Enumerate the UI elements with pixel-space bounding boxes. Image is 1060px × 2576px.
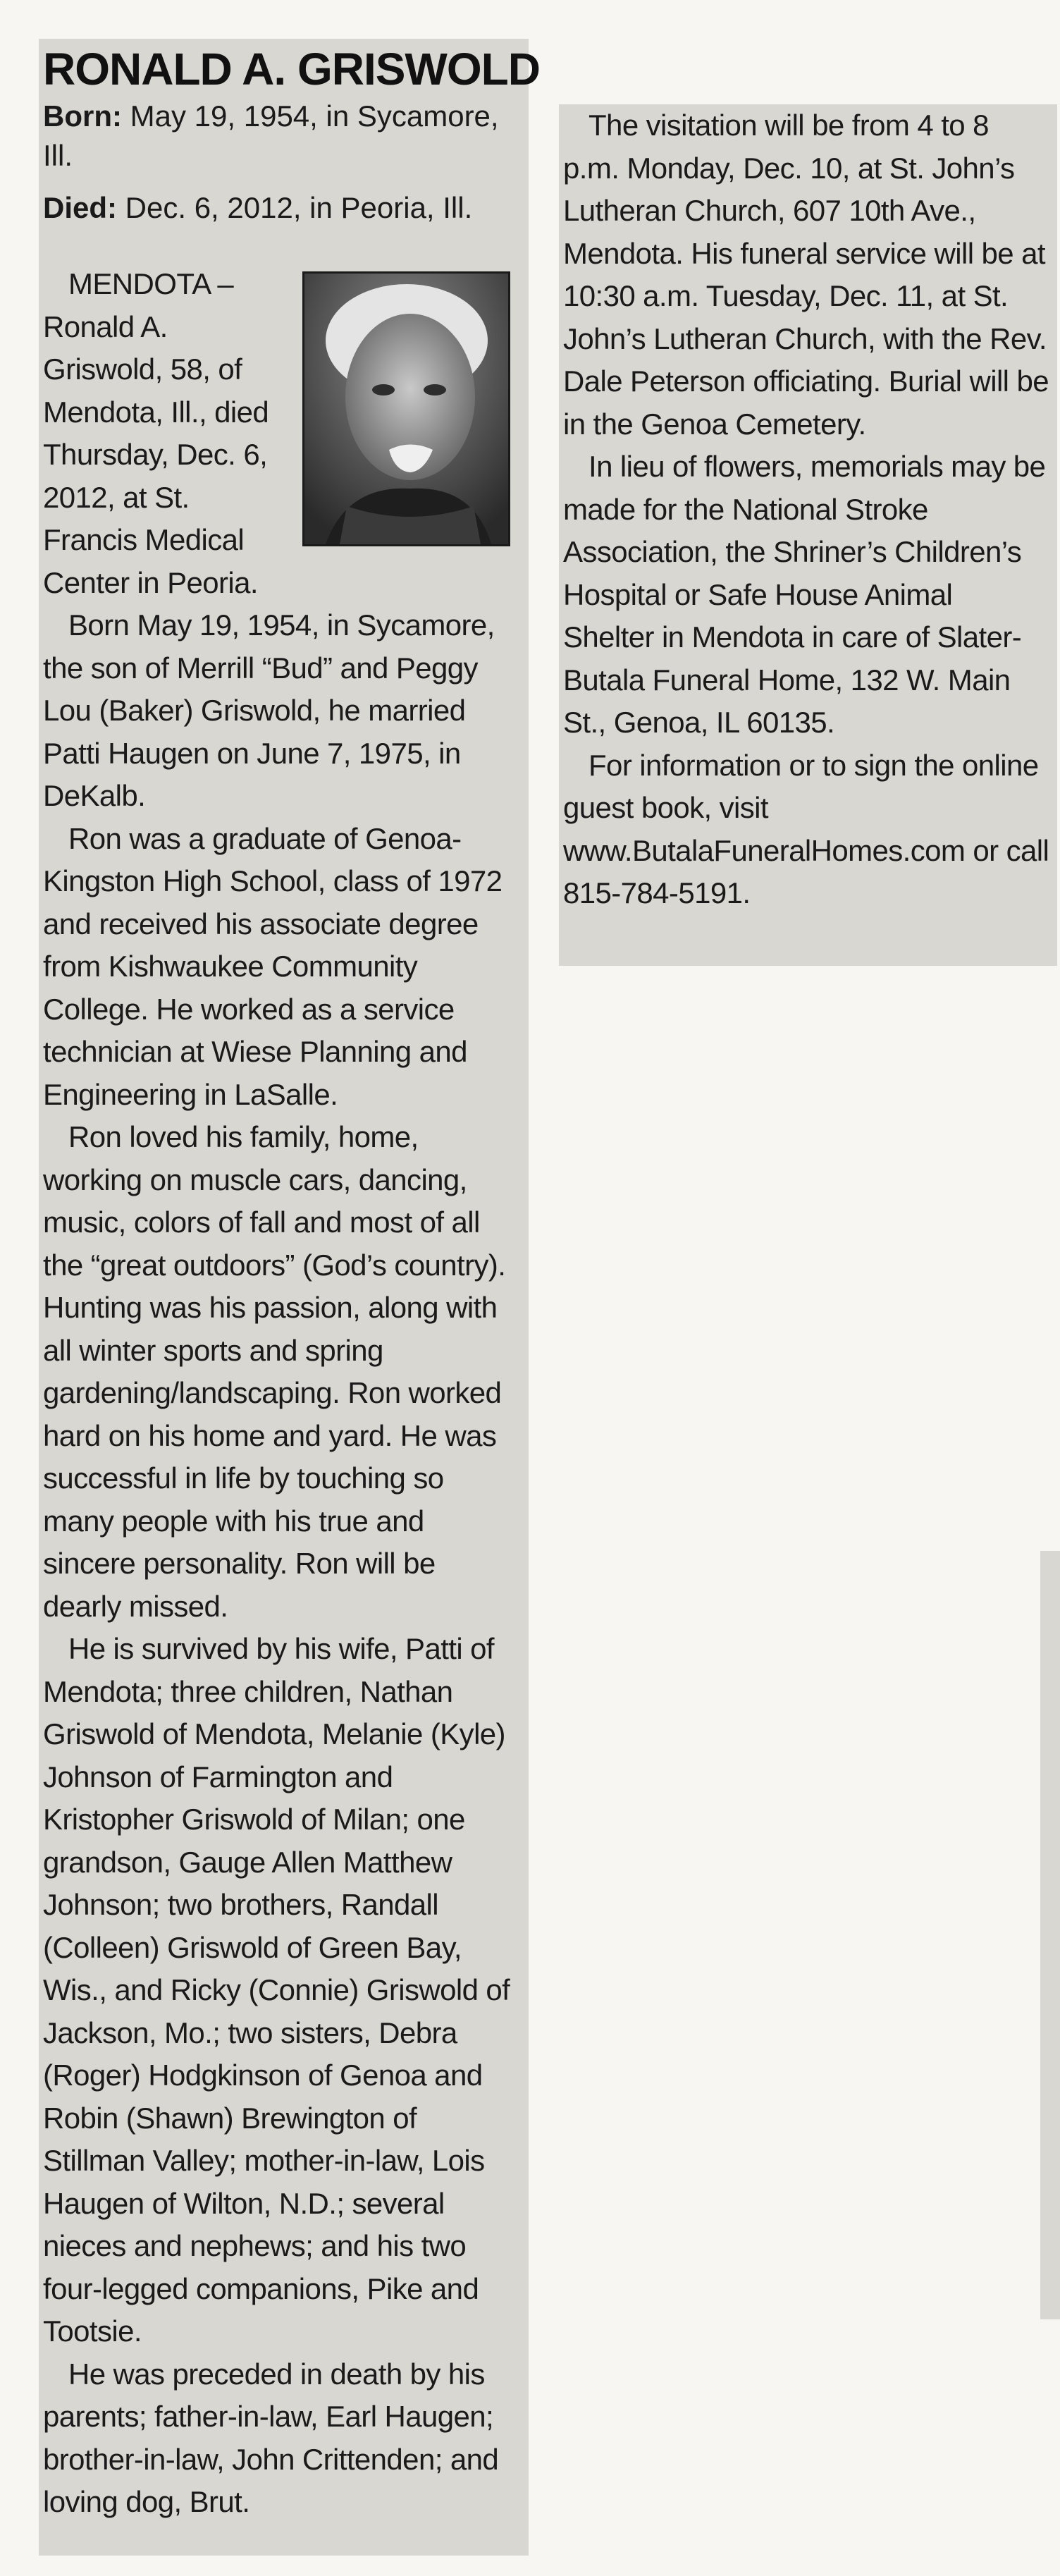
obituary-paragraph: For information or to sign the online guest book, visit www.ButalaFuneralHomes.com or call 815-784-5191. <box>563 748 1049 909</box>
died-label: Died: <box>43 191 117 224</box>
obituary-paragraph: He is survived by his wife, Patti of Mendota; three children, Nathan Griswold of Mendota, Melanie (Kyle) Johnson of Farmington and Kristopher Griswold of Milan; one grandson, Gauge Allen Matthew Johnson; two brothers, Randall (Colleen) Griswold of Green Bay, Wis., and Ricky (Connie) Griswold of Jackson, Mo.; two sisters, Debra (Roger) Hodgkinson of Genoa and Robin (Shawn) Brewington of Stillman Valley; mother-in-law, Lois Haugen of Wilton, N.D.; several nieces and nephews; and his two four-legged companions, Pike and Tootsie. <box>43 1632 510 2348</box>
obituary-headline: RONALD A. GRISWOLD <box>43 44 540 94</box>
obituary-paragraph: The visitation will be from 4 to 8 p.m. Monday, Dec. 10, at St. John’s Lutheran Church, 607 10th Ave., Mendota. His funeral service will be at 10:30 a.m. Tuesday, Dec. 11, at St. John’s Lutheran Church, with the Rev. Dale Peterson officiating. Burial will be in the Genoa Cemetery. <box>563 109 1049 441</box>
died-line <box>43 188 529 228</box>
clipping-edge-fragment <box>1040 1551 1060 2319</box>
died-value: Dec. 6, 2012, in Peoria, Ill. <box>117 191 473 224</box>
obituary-paragraph: Ron loved his family, home, working on muscle cars, dancing, music, colors of fall and most of all the “great outdoors” (God’s country). Hunting was his passion, along with all winter sports and spring gardening/landscaping. Ron worked hard on his home and yard. He was successful in life by touching so many people with his true and sincere personality. Ron will be dearly missed. <box>43 1120 506 1623</box>
portrait-photo-icon <box>304 274 508 544</box>
obituary-clipping-main <box>39 39 540 2556</box>
obituary-paragraph: In lieu of flowers, memorials may be made for the National Stroke Association, the Shriner’s Children’s Hospital or Safe House Animal Shelter in Mendota in care of Slater-Butala Funeral Home, 132 W. Main St., Genoa, IL 60135. <box>563 450 1046 739</box>
obituary-clipping-continued <box>559 104 1057 966</box>
obituary-paragraph: Born May 19, 1954, in Sycamore, the son of Merrill “Bud” and Peggy Lou (Baker) Griswold, he married Patti Haugen on June 7, 1975, in DeKalb. <box>43 608 495 812</box>
obituary-body-left <box>43 263 529 2524</box>
born-label: Born: <box>43 99 122 133</box>
vital-facts <box>43 97 529 228</box>
obituary-paragraph: He was preceded in death by his parents; father-in-law, Earl Haugen; brother-in-law, John Crittenden; and loving dog, Brut. <box>43 2357 499 2518</box>
obituary-paragraph: Ron was a graduate of Genoa-Kingston High School, class of 1972 and received his associate degree from Kishwaukee Community College. He worked as a service technician at Wiese Planning and Engineering in LaSalle. <box>43 821 503 1111</box>
obituary-paragraph: MENDOTA – Ronald A. Griswold, 58, of Mendota, Ill., died Thursday, Dec. 6, 2012, at St. Francis Medical Center in Peoria. <box>43 267 269 599</box>
born-line <box>43 97 529 176</box>
obituary-body-right <box>563 104 1057 915</box>
portrait-photo <box>302 271 510 546</box>
born-value: May 19, 1954, in Sycamore, Ill. <box>43 99 499 172</box>
